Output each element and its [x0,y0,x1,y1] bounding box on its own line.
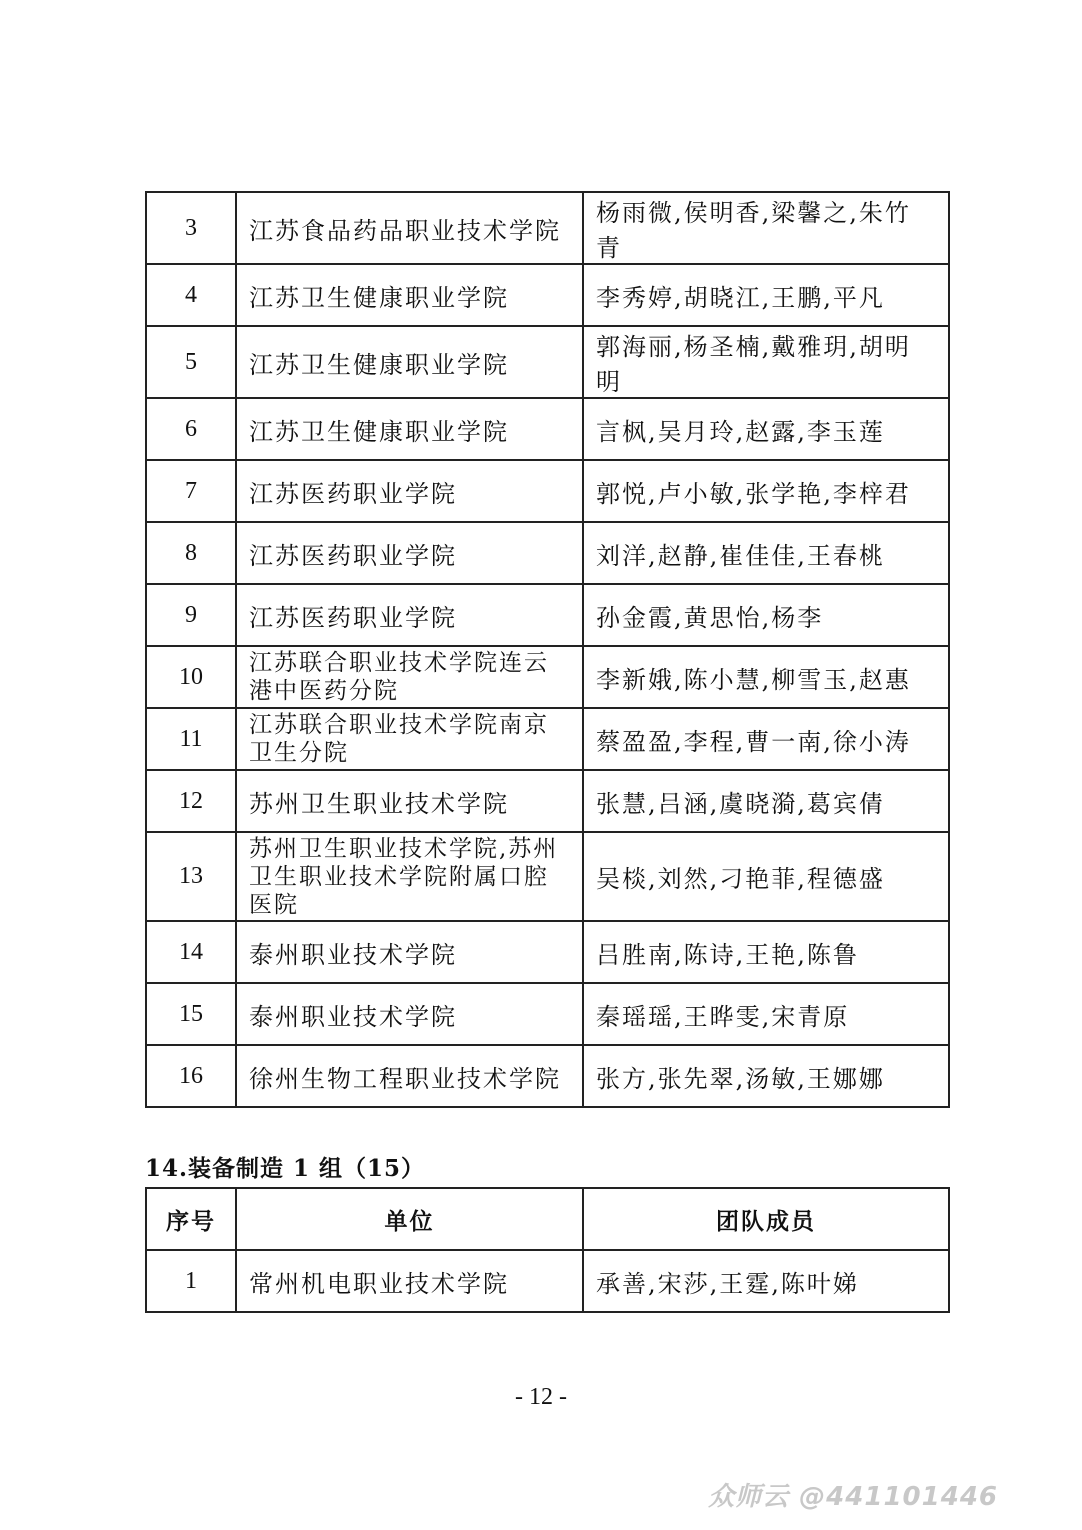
unit-cell: 江苏卫生健康职业学院 [236,264,583,326]
members-cell: 吴棪,刘然,刁艳菲,程德盛 [583,832,949,921]
unit-cell: 苏州卫生职业技术学院 [236,770,583,832]
row-number: 8 [146,522,236,584]
award-list-table [145,1187,950,1313]
table-row [146,646,949,708]
row-number: 5 [146,326,236,398]
table-row [146,192,949,264]
table-row [146,460,949,522]
unit-cell: 江苏卫生健康职业学院 [236,326,583,398]
unit-cell: 常州机电职业技术学院 [236,1250,583,1312]
column-header-members: 团队成员 [583,1188,949,1250]
unit-cell: 江苏医药职业学院 [236,584,583,646]
unit-cell: 江苏卫生健康职业学院 [236,398,583,460]
table-row [146,983,949,1045]
row-number: 15 [146,983,236,1045]
row-number: 12 [146,770,236,832]
members-cell: 郭海丽,杨圣楠,戴雅玥,胡明明 [583,326,949,398]
unit-cell: 江苏联合职业技术学院南京卫生分院 [236,708,583,770]
table-row [146,326,949,398]
unit-cell: 江苏医药职业学院 [236,460,583,522]
table-row [146,770,949,832]
unit-cell: 江苏食品药品职业技术学院 [236,192,583,264]
table-row [146,522,949,584]
members-cell: 刘洋,赵静,崔佳佳,王春桃 [583,522,949,584]
table-row [146,584,949,646]
members-cell: 秦瑶瑶,王晔雯,宋青原 [583,983,949,1045]
members-cell: 言枫,吴月玲,赵露,李玉莲 [583,398,949,460]
table-header-row [146,1188,949,1250]
unit-cell: 江苏医药职业学院 [236,522,583,584]
row-number: 7 [146,460,236,522]
award-list-table-continued [145,191,950,1108]
members-cell: 李秀婷,胡晓江,王鹏,平凡 [583,264,949,326]
section-title: 14.装备制造 1 组（15） [145,1155,426,1182]
members-cell: 孙金霞,黄思怡,杨李 [583,584,949,646]
table-row [146,1250,949,1312]
members-cell: 蔡盈盈,李程,曹一南,徐小涛 [583,708,949,770]
row-number: 11 [146,708,236,770]
watermark: 众师云 @441101446 [708,1482,998,1512]
unit-cell: 徐州生物工程职业技术学院 [236,1045,583,1107]
row-number: 16 [146,1045,236,1107]
page-number: - 12 - [515,1384,567,1410]
table-row [146,708,949,770]
members-cell: 郭悦,卢小敏,张学艳,李梓君 [583,460,949,522]
row-number: 6 [146,398,236,460]
column-header-number: 序号 [146,1188,236,1250]
unit-cell: 苏州卫生职业技术学院,苏州卫生职业技术学院附属口腔医院 [236,832,583,921]
unit-cell: 泰州职业技术学院 [236,983,583,1045]
members-cell: 张慧,吕涵,虞晓漪,葛宾倩 [583,770,949,832]
table-row [146,398,949,460]
table-row [146,264,949,326]
row-number: 4 [146,264,236,326]
members-cell: 李新娥,陈小慧,柳雪玉,赵惠 [583,646,949,708]
members-cell: 张方,张先翠,汤敏,王娜娜 [583,1045,949,1107]
table-row [146,832,949,921]
row-number: 1 [146,1250,236,1312]
unit-cell: 江苏联合职业技术学院连云港中医药分院 [236,646,583,708]
row-number: 10 [146,646,236,708]
members-cell: 承善,宋莎,王霆,陈叶娣 [583,1250,949,1312]
column-header-unit: 单位 [236,1188,583,1250]
row-number: 9 [146,584,236,646]
unit-cell: 泰州职业技术学院 [236,921,583,983]
row-number: 13 [146,832,236,921]
members-cell: 吕胜南,陈诗,王艳,陈鲁 [583,921,949,983]
members-cell: 杨雨微,侯明香,梁馨之,朱竹青 [583,192,949,264]
row-number: 3 [146,192,236,264]
row-number: 14 [146,921,236,983]
table-row [146,1045,949,1107]
table-row [146,921,949,983]
